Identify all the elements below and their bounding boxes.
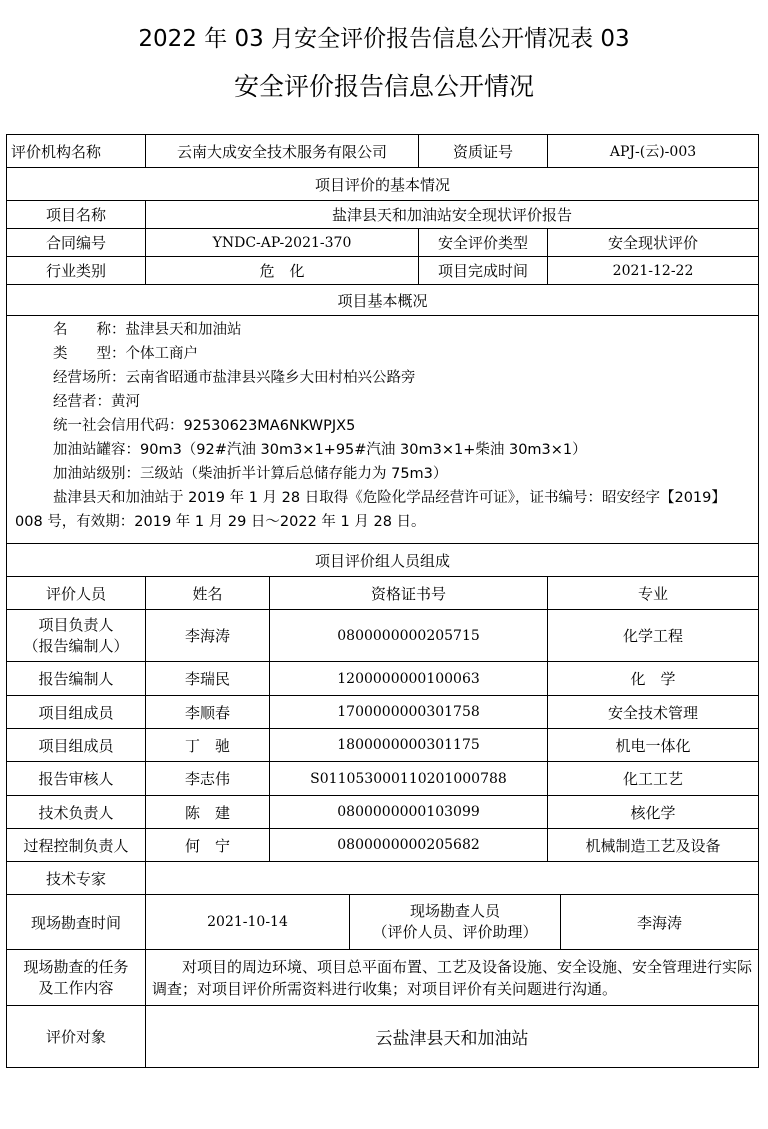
member-major: 安全技术管理 bbox=[548, 696, 759, 729]
org-label: 评价机构名称 bbox=[7, 135, 146, 168]
survey-task-label: 现场勘查的任务 及工作内容 bbox=[7, 950, 146, 1006]
member-name: 李瑞民 bbox=[146, 662, 270, 696]
eval-object-label: 评价对象 bbox=[7, 1006, 146, 1068]
member-cert: 0800000000103099 bbox=[270, 796, 548, 829]
member-cert: 0800000000205715 bbox=[270, 610, 548, 662]
member-role: 项目组成员 bbox=[7, 696, 146, 729]
eval-type-value: 安全现状评价 bbox=[548, 229, 759, 257]
overview-line: 加油站级别：三级站（柴油折半计算后总储存能力为 75m3） bbox=[53, 466, 448, 482]
expert-label: 技术专家 bbox=[7, 862, 146, 895]
survey-time-label: 现场勘查时间 bbox=[7, 895, 146, 950]
eval-type-label: 安全评价类型 bbox=[419, 229, 548, 257]
col-name: 姓名 bbox=[146, 577, 270, 610]
industry-value: 危 化 bbox=[146, 257, 419, 285]
member-role: 技术负责人 bbox=[7, 796, 146, 829]
member-role: 项目组成员 bbox=[7, 729, 146, 762]
org-value: 云南大成安全技术服务有限公司 bbox=[146, 135, 419, 168]
member-name: 丁 驰 bbox=[146, 729, 270, 762]
cert-label: 资质证号 bbox=[419, 135, 548, 168]
overview-line: 经营场所：云南省昭通市盐津县兴隆乡大田村柏兴公路旁 bbox=[53, 370, 416, 386]
member-role: 项目负责人 （报告编制人） bbox=[7, 610, 146, 662]
overview-paragraph: 盐津县天和加油站于 2019 年 1 月 28 日取得《危险化学品经营许可证》，证书编号：昭安经字【2019】008 号，有效期：2019 年 1 月 29 日～2022 年 1 月 28 日。 bbox=[15, 490, 726, 530]
table-row bbox=[7, 696, 759, 729]
member-major: 化学工程 bbox=[548, 610, 759, 662]
col-major: 专业 bbox=[548, 577, 759, 610]
member-cert: 1800000000301175 bbox=[270, 729, 548, 762]
overview-content bbox=[7, 316, 759, 544]
member-name: 李海涛 bbox=[146, 610, 270, 662]
member-cert: 1700000000301758 bbox=[270, 696, 548, 729]
cert-value: APJ-(云)-003 bbox=[548, 135, 759, 168]
member-major: 化工工艺 bbox=[548, 762, 759, 796]
finish-time-value: 2021-12-22 bbox=[548, 257, 759, 285]
table-row bbox=[7, 829, 759, 862]
member-name: 何 宁 bbox=[146, 829, 270, 862]
finish-time-label: 项目完成时间 bbox=[419, 257, 548, 285]
table-row bbox=[7, 662, 759, 696]
disclosure-table bbox=[6, 134, 759, 1068]
project-name-value: 盐津县天和加油站安全现状评价报告 bbox=[146, 201, 759, 229]
contract-value: YNDC-AP-2021-370 bbox=[146, 229, 419, 257]
overview-header: 项目基本概况 bbox=[7, 285, 759, 316]
member-major: 机电一体化 bbox=[548, 729, 759, 762]
page-title: 2022 年 03 月安全评价报告信息公开情况表 03 bbox=[138, 26, 630, 52]
member-role: 过程控制负责人 bbox=[7, 829, 146, 862]
table-row bbox=[7, 796, 759, 829]
table-row bbox=[7, 610, 759, 662]
overview-line: 统一社会信用代码：92530623MA6NKWPJX5 bbox=[53, 418, 356, 434]
member-major: 机械制造工艺及设备 bbox=[548, 829, 759, 862]
member-cert: S011053000110201000788 bbox=[270, 762, 548, 796]
survey-time-value: 2021-10-14 bbox=[146, 895, 350, 950]
industry-label: 行业类别 bbox=[7, 257, 146, 285]
overview-line: 名 称：盐津县天和加油站 bbox=[53, 322, 242, 338]
overview-line: 经营者：黄河 bbox=[53, 394, 140, 410]
page-subtitle: 安全评价报告信息公开情况 bbox=[233, 72, 534, 101]
eval-object-value: 云盐津县天和加油站 bbox=[146, 1006, 759, 1068]
overview-line: 类 型：个体工商户 bbox=[53, 346, 198, 362]
member-role: 报告审核人 bbox=[7, 762, 146, 796]
member-name: 陈 建 bbox=[146, 796, 270, 829]
basic-header: 项目评价的基本情况 bbox=[7, 168, 759, 201]
member-cert: 1200000000100063 bbox=[270, 662, 548, 696]
team-header: 项目评价组人员组成 bbox=[7, 544, 759, 577]
member-name: 李顺春 bbox=[146, 696, 270, 729]
survey-people-value: 李海涛 bbox=[561, 895, 759, 950]
expert-value bbox=[146, 862, 759, 895]
project-name-label: 项目名称 bbox=[7, 201, 146, 229]
member-major: 化 学 bbox=[548, 662, 759, 696]
contract-label: 合同编号 bbox=[7, 229, 146, 257]
survey-people-label: 现场勘查人员 （评价人员、评价助理） bbox=[350, 895, 561, 950]
member-major: 核化学 bbox=[548, 796, 759, 829]
member-role: 报告编制人 bbox=[7, 662, 146, 696]
col-role: 评价人员 bbox=[7, 577, 146, 610]
member-cert: 0800000000205682 bbox=[270, 829, 548, 862]
survey-task-value: 对项目的周边环境、项目总平面布置、工艺及设备设施、安全设施、安全管理进行实际调查；对项目评价所需资料进行收集；对项目评价有关问题进行沟通。 bbox=[146, 950, 759, 1006]
col-cert: 资格证书号 bbox=[270, 577, 548, 610]
member-name: 李志伟 bbox=[146, 762, 270, 796]
overview-line: 加油站罐容：90m3（92#汽油 30m3×1+95#汽油 30m3×1+柴油 30m3×1） bbox=[53, 442, 587, 458]
table-row bbox=[7, 762, 759, 796]
table-row bbox=[7, 729, 759, 762]
